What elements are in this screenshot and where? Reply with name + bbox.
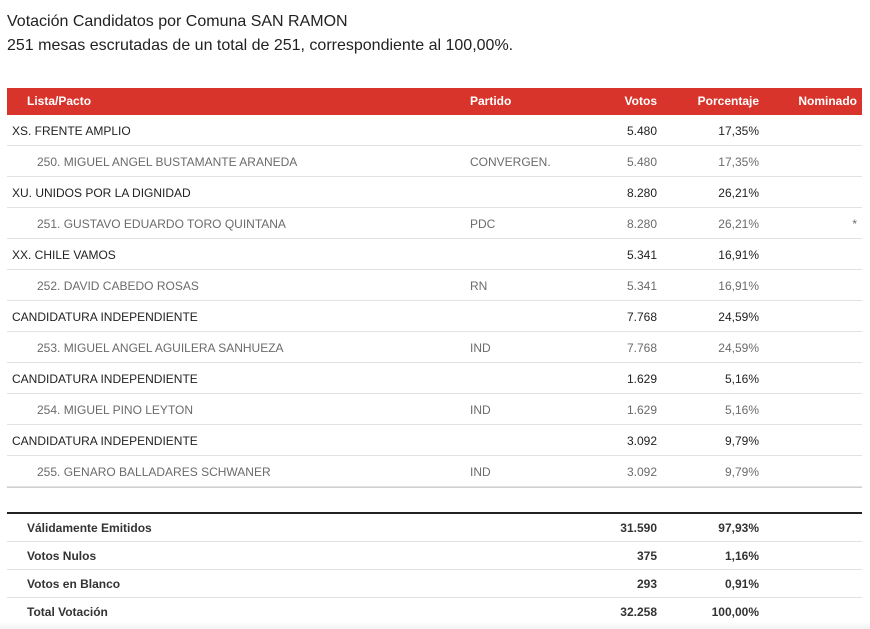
row-votos: 5.341 — [626, 279, 657, 293]
row-name: XX. CHILE VAMOS — [12, 248, 116, 262]
table-row-lista — [7, 239, 862, 270]
table-row-lista — [7, 425, 862, 456]
header-nominado: Nominado — [798, 94, 857, 108]
row-partido: CONVERGEN. — [470, 155, 551, 169]
row-votos: 5.480 — [626, 155, 657, 169]
totals-row — [7, 514, 862, 542]
row-partido: RN — [470, 279, 488, 293]
totals-votos: 32.258 — [620, 605, 657, 619]
row-name: 250. MIGUEL ANGEL BUSTAMANTE ARANEDA — [37, 155, 298, 169]
table-row-lista — [7, 363, 862, 394]
totals-table — [7, 512, 862, 626]
totals-porcentaje: 1,16% — [724, 549, 759, 563]
row-name: 254. MIGUEL PINO LEYTON — [37, 403, 194, 417]
row-porcentaje: 17,35% — [718, 155, 759, 169]
totals-votos: 293 — [636, 577, 657, 591]
header-partido: Partido — [470, 94, 512, 108]
results-table-header — [7, 88, 862, 115]
row-votos: 5.480 — [626, 124, 657, 138]
header-porcentaje: Porcentaje — [697, 94, 759, 108]
totals-label: Votos Nulos — [27, 549, 97, 563]
row-porcentaje: 5,16% — [724, 372, 759, 386]
row-name: 251. GUSTAVO EDUARDO TORO QUINTANA — [37, 217, 286, 231]
totals-label: Votos en Blanco — [27, 577, 121, 591]
table-row-lista — [7, 115, 862, 146]
totals-label: Válidamente Emitidos — [27, 521, 152, 535]
row-votos: 3.092 — [626, 465, 657, 479]
row-votos: 8.280 — [626, 186, 657, 200]
totals-porcentaje: 100,00% — [711, 605, 759, 619]
table-row-candidato — [7, 332, 862, 363]
table-row-candidato — [7, 456, 862, 487]
totals-label: Total Votación — [27, 605, 108, 619]
row-partido: PDC — [470, 217, 496, 231]
row-name: XS. FRENTE AMPLIO — [12, 124, 131, 138]
totals-votos: 31.590 — [620, 521, 657, 535]
row-porcentaje: 24,59% — [718, 310, 759, 324]
row-porcentaje: 9,79% — [724, 465, 759, 479]
row-name: 253. MIGUEL ANGEL AGUILERA SANHUEZA — [37, 341, 284, 355]
row-partido: IND — [470, 341, 491, 355]
header-votos: Votos — [624, 94, 657, 108]
row-votos: 1.629 — [626, 403, 657, 417]
totals-row — [7, 542, 862, 570]
totals-row — [7, 570, 862, 598]
totals-porcentaje: 97,93% — [718, 521, 759, 535]
row-name: CANDIDATURA INDEPENDIENTE — [12, 372, 198, 386]
table-row-candidato — [7, 270, 862, 301]
row-name: XU. UNIDOS POR LA DIGNIDAD — [12, 186, 191, 200]
table-row-candidato — [7, 208, 862, 239]
row-porcentaje: 17,35% — [718, 124, 759, 138]
page-title: Votación Candidatos por Comuna SAN RAMON — [7, 13, 348, 30]
row-name: CANDIDATURA INDEPENDIENTE — [12, 434, 198, 448]
row-votos: 8.280 — [626, 217, 657, 231]
bottom-fade — [0, 622, 870, 629]
table-row-lista — [7, 177, 862, 208]
row-porcentaje: 26,21% — [718, 186, 759, 200]
row-porcentaje: 5,16% — [724, 403, 759, 417]
row-name: CANDIDATURA INDEPENDIENTE — [12, 310, 198, 324]
row-votos: 7.768 — [626, 310, 657, 324]
row-nominado-mark: * — [852, 217, 857, 231]
header-lista: Lista/Pacto — [27, 94, 92, 108]
table-divider — [7, 487, 862, 488]
totals-porcentaje: 0,91% — [724, 577, 759, 591]
row-porcentaje: 24,59% — [718, 341, 759, 355]
table-row-lista — [7, 301, 862, 332]
row-name: 252. DAVID CABEDO ROSAS — [37, 279, 199, 293]
row-partido: IND — [470, 465, 491, 479]
row-porcentaje: 26,21% — [718, 217, 759, 231]
results-table — [7, 88, 862, 488]
row-partido: IND — [470, 403, 491, 417]
row-porcentaje: 9,79% — [724, 434, 759, 448]
row-votos: 7.768 — [626, 341, 657, 355]
row-votos: 1.629 — [626, 372, 657, 386]
row-name: 255. GENARO BALLADARES SCHWANER — [37, 465, 271, 479]
row-porcentaje: 16,91% — [718, 248, 759, 262]
row-votos: 5.341 — [626, 248, 657, 262]
row-porcentaje: 16,91% — [718, 279, 759, 293]
table-row-candidato — [7, 146, 862, 177]
page-subtitle: 251 mesas escrutadas de un total de 251, correspondiente al 100,00%. — [7, 37, 514, 54]
totals-votos: 375 — [636, 549, 657, 563]
row-votos: 3.092 — [626, 434, 657, 448]
table-row-candidato — [7, 394, 862, 425]
